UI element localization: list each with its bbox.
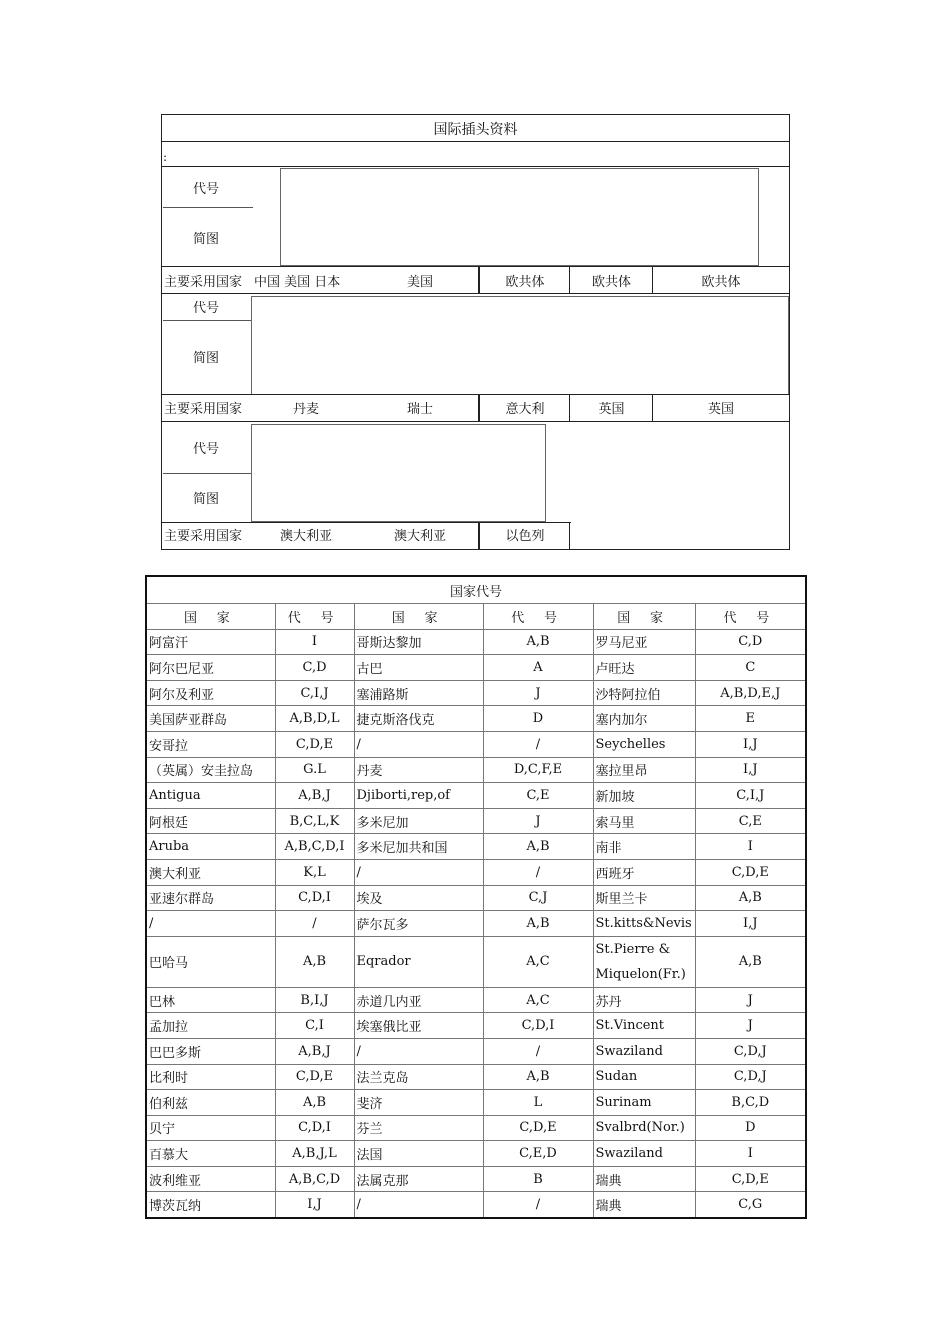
country-cell: Antigua — [146, 783, 275, 809]
diagram-box-1 — [280, 168, 759, 266]
countries-1-c: 欧共体 — [505, 275, 545, 290]
code-cell: C,J — [483, 885, 593, 911]
code-cell: A,B — [275, 1090, 354, 1116]
table-row — [146, 936, 806, 987]
code-cell: A,B — [483, 834, 593, 860]
country-cell: 巴巴多斯 — [146, 1038, 275, 1064]
country-cell: 阿富汗 — [146, 629, 275, 655]
country-cell: 伯利兹 — [146, 1090, 275, 1116]
table-row — [146, 987, 806, 1013]
country-cell: 瑞典 — [593, 1166, 695, 1192]
countries-3-b: 澳大利亚 — [393, 529, 446, 544]
code-cell: G.L — [275, 757, 354, 783]
country-cell: 亚速尔群岛 — [146, 885, 275, 911]
code-cell: I,J — [275, 1192, 354, 1218]
country-cell: 萨尔瓦多 — [354, 911, 483, 937]
header-code-2: 代 号 — [483, 604, 593, 630]
header-code-3: 代 号 — [695, 604, 806, 630]
country-cell: Seychelles — [593, 731, 695, 757]
country-cell: 博茨瓦纳 — [146, 1192, 275, 1218]
country-cell: 波利维亚 — [146, 1166, 275, 1192]
table-row — [146, 1166, 806, 1192]
code-cell: A,B,D,E,J — [695, 680, 806, 706]
code-cell: / — [483, 1038, 593, 1064]
table-row — [146, 1115, 806, 1141]
code-label-2: 代号 — [193, 301, 220, 316]
table-row — [146, 706, 806, 732]
country-cell: 百慕大 — [146, 1141, 275, 1167]
code-cell: B,C,D — [695, 1090, 806, 1116]
country-cell: 多米尼加 — [354, 808, 483, 834]
code-cell: C,E,D — [483, 1141, 593, 1167]
country-cell: 斯里兰卡 — [593, 885, 695, 911]
diagram-label-1: 简图 — [193, 232, 220, 247]
country-cell: 埃塞俄比亚 — [354, 1013, 483, 1039]
code-cell: J — [695, 1013, 806, 1039]
country-cell: 法国 — [354, 1141, 483, 1167]
code-cell: J — [483, 680, 593, 706]
code-cell: A,B,J,L — [275, 1141, 354, 1167]
header-country-1: 国 家 — [146, 604, 275, 630]
code-cell: I — [695, 1141, 806, 1167]
table-row — [146, 629, 806, 655]
country-cell: 多米尼加共和国 — [354, 834, 483, 860]
table-row — [146, 731, 806, 757]
countries-3-a: 澳大利亚 — [279, 529, 332, 544]
code-cell: C,D,E — [275, 731, 354, 757]
code-cell: I — [695, 834, 806, 860]
country-code-header-row — [146, 604, 806, 630]
country-cell: 塞内加尔 — [593, 706, 695, 732]
country-cell: 阿根廷 — [146, 808, 275, 834]
table-row — [146, 859, 806, 885]
countries-2-e: 英国 — [707, 402, 734, 417]
table-row — [146, 655, 806, 681]
diagram-box-2 — [251, 296, 789, 395]
code-cell: B — [483, 1166, 593, 1192]
table-row — [146, 1090, 806, 1116]
code-cell: D — [695, 1115, 806, 1141]
country-cell: 卢旺达 — [593, 655, 695, 681]
code-cell: / — [483, 1192, 593, 1218]
header-country-2: 国 家 — [354, 604, 483, 630]
country-cell: 南非 — [593, 834, 695, 860]
country-cell: 芬兰 — [354, 1115, 483, 1141]
countries-1-b: 美国 — [406, 275, 433, 290]
table-row — [146, 1064, 806, 1090]
country-cell: 孟加拉 — [146, 1013, 275, 1039]
code-cell: K,L — [275, 859, 354, 885]
code-cell: C,G — [695, 1192, 806, 1218]
countries-2-b: 瑞士 — [406, 402, 433, 417]
country-cell: / — [354, 1192, 483, 1218]
code-cell: A,B — [483, 911, 593, 937]
country-cell: 古巴 — [354, 655, 483, 681]
plug-colon: : — [163, 150, 168, 164]
country-cell: 法属克那 — [354, 1166, 483, 1192]
diagram-label-3: 简图 — [193, 492, 220, 507]
code-cell: C,D,J — [695, 1038, 806, 1064]
code-cell: A,B — [695, 885, 806, 911]
countries-label-3: 主要采用国家 — [164, 529, 243, 544]
code-cell: C — [695, 655, 806, 681]
code-cell: A,B,D,L — [275, 706, 354, 732]
countries-label-2: 主要采用国家 — [164, 402, 243, 417]
country-cell: 阿尔及利亚 — [146, 680, 275, 706]
code-cell: A,B,J — [275, 1038, 354, 1064]
code-cell: C,E — [483, 783, 593, 809]
code-cell: A — [483, 655, 593, 681]
country-cell: 美国萨亚群岛 — [146, 706, 275, 732]
code-cell: / — [275, 911, 354, 937]
code-cell: C,D,E — [695, 859, 806, 885]
code-cell: A,B,C,D,I — [275, 834, 354, 860]
table-row — [146, 885, 806, 911]
code-cell: D — [483, 706, 593, 732]
table-row — [146, 911, 806, 937]
code-cell: B,I,J — [275, 987, 354, 1013]
code-cell: A,C — [483, 936, 593, 987]
country-cell: Swaziland — [593, 1038, 695, 1064]
country-cell: 贝宁 — [146, 1115, 275, 1141]
country-cell: 西班牙 — [593, 859, 695, 885]
code-cell: C,E — [695, 808, 806, 834]
country-cell: 丹麦 — [354, 757, 483, 783]
countries-2-a: 丹麦 — [292, 402, 319, 417]
table-row — [146, 757, 806, 783]
country-code-table — [145, 575, 807, 1219]
code-cell: C,D,E — [483, 1115, 593, 1141]
code-cell: J — [695, 987, 806, 1013]
code-cell: C,D,I — [275, 1115, 354, 1141]
code-cell: C,D,I — [483, 1013, 593, 1039]
country-cell: 赤道几内亚 — [354, 987, 483, 1013]
countries-2-c: 意大利 — [505, 402, 545, 417]
country-cell: 罗马尼亚 — [593, 629, 695, 655]
table-row — [146, 680, 806, 706]
table-row — [146, 808, 806, 834]
country-cell: 新加坡 — [593, 783, 695, 809]
header-country-3: 国 家 — [593, 604, 695, 630]
table-row — [146, 1013, 806, 1039]
country-cell: 澳大利亚 — [146, 859, 275, 885]
table-row — [146, 1141, 806, 1167]
code-cell: A,B,C,D — [275, 1166, 354, 1192]
country-cell: 巴林 — [146, 987, 275, 1013]
code-cell: C,I — [275, 1013, 354, 1039]
code-label-1: 代号 — [193, 182, 220, 197]
country-cell: 比利时 — [146, 1064, 275, 1090]
country-cell: / — [354, 731, 483, 757]
plug-table-title: 国际插头资料 — [433, 122, 518, 138]
country-cell: （英属）安圭拉岛 — [146, 757, 275, 783]
country-cell: St.Vincent — [593, 1013, 695, 1039]
code-label-3: 代号 — [193, 442, 220, 457]
table-row — [146, 834, 806, 860]
country-cell: St.kitts&Nevis — [593, 911, 695, 937]
country-code-title: 国家代号 — [146, 576, 806, 604]
countries-3-c: 以色列 — [505, 529, 545, 544]
code-cell: I,J — [695, 731, 806, 757]
country-cell: Sudan — [593, 1064, 695, 1090]
country-cell: 沙特阿拉伯 — [593, 680, 695, 706]
code-cell: A,B — [275, 936, 354, 987]
code-cell: A,C — [483, 987, 593, 1013]
code-cell: C,I,J — [695, 783, 806, 809]
code-cell: C,D,J — [695, 1064, 806, 1090]
country-cell: / — [354, 859, 483, 885]
code-cell: D,C,F,E — [483, 757, 593, 783]
code-cell: / — [483, 859, 593, 885]
country-cell: 法兰克岛 — [354, 1064, 483, 1090]
diagram-box-3 — [251, 424, 546, 522]
country-cell: 塞拉里昂 — [593, 757, 695, 783]
code-cell: I,J — [695, 757, 806, 783]
code-cell: C,I,J — [275, 680, 354, 706]
code-cell: C,D,E — [275, 1064, 354, 1090]
country-cell: 索马里 — [593, 808, 695, 834]
country-cell: Surinam — [593, 1090, 695, 1116]
country-cell: 埃及 — [354, 885, 483, 911]
country-cell: / — [354, 1038, 483, 1064]
country-cell: Swaziland — [593, 1141, 695, 1167]
code-cell: C,D,I — [275, 885, 354, 911]
country-cell: 阿尔巴尼亚 — [146, 655, 275, 681]
country-cell: / — [146, 911, 275, 937]
code-cell: L — [483, 1090, 593, 1116]
countries-label-1: 主要采用国家 — [164, 275, 243, 290]
code-cell: C,D — [275, 655, 354, 681]
country-cell: St.Pierre & Miquelon(Fr.) — [593, 936, 695, 987]
header-code-1: 代 号 — [275, 604, 354, 630]
code-cell: / — [483, 731, 593, 757]
country-cell: 哥斯达黎加 — [354, 629, 483, 655]
diagram-label-2: 简图 — [193, 351, 220, 366]
table-row — [146, 1038, 806, 1064]
table-row — [146, 1192, 806, 1218]
country-cell: 瑞典 — [593, 1192, 695, 1218]
countries-1-a: 中国 美国 日本 — [254, 275, 341, 290]
countries-1-e: 欧共体 — [701, 275, 741, 290]
code-cell: I,J — [695, 911, 806, 937]
code-cell: C,D,E — [695, 1166, 806, 1192]
country-cell: Djiborti,rep,of — [354, 783, 483, 809]
code-cell: C,D — [695, 629, 806, 655]
countries-2-d: 英国 — [598, 402, 625, 417]
code-cell: B,C,L,K — [275, 808, 354, 834]
code-cell: A,B — [483, 629, 593, 655]
code-cell: J — [483, 808, 593, 834]
code-cell: I — [275, 629, 354, 655]
code-cell: A,B,J — [275, 783, 354, 809]
code-cell: A,B — [483, 1064, 593, 1090]
country-cell: 捷克斯洛伐克 — [354, 706, 483, 732]
code-cell: A,B — [695, 936, 806, 987]
country-cell: Aruba — [146, 834, 275, 860]
countries-1-d: 欧共体 — [591, 275, 631, 290]
code-cell: E — [695, 706, 806, 732]
country-cell: 塞浦路斯 — [354, 680, 483, 706]
country-cell: 苏丹 — [593, 987, 695, 1013]
table-row — [146, 783, 806, 809]
country-cell: 巴哈马 — [146, 936, 275, 987]
country-cell: Eqrador — [354, 936, 483, 987]
country-cell: 安哥拉 — [146, 731, 275, 757]
country-cell: Svalbrd(Nor.) — [593, 1115, 695, 1141]
country-cell: 斐济 — [354, 1090, 483, 1116]
